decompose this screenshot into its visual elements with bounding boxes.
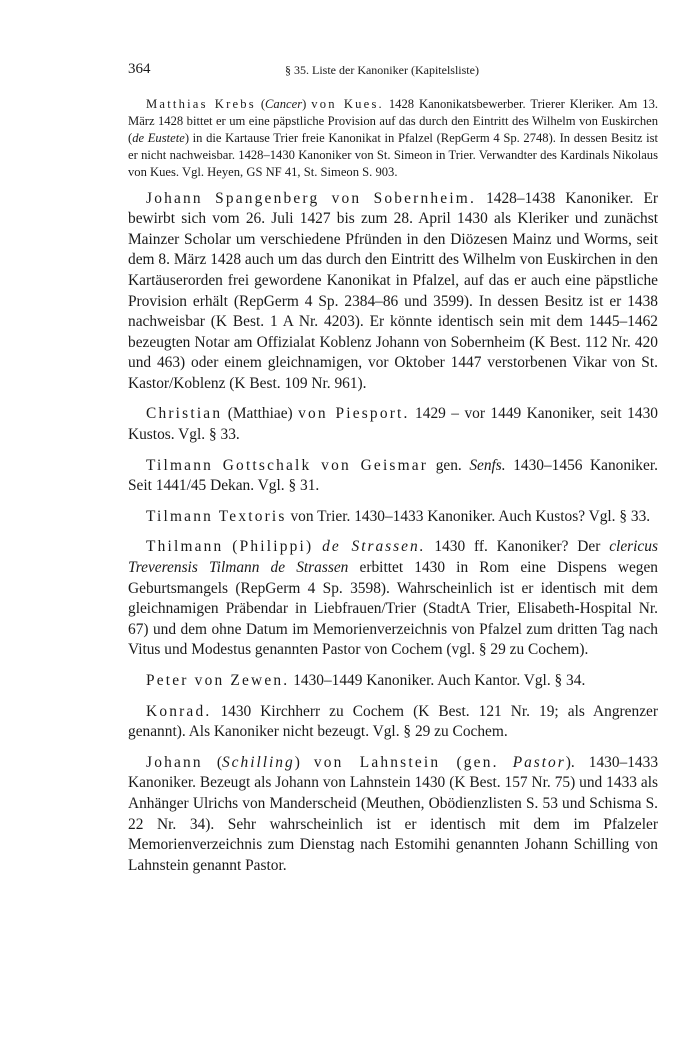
- entry-text: 1430–1456 Kanoniker. Seit 1441/45 Dekan. Vgl. § 31.: [128, 456, 658, 495]
- entry-christian: [128, 404, 658, 445]
- entry-name: Johann Spangenberg von Sobernheim.: [146, 189, 477, 207]
- entry-tilmann-textoris: [128, 507, 658, 528]
- entry-list: [128, 96, 658, 886]
- entry-johann-spangenberg: [128, 189, 658, 395]
- entry-peter-von-zewen: [128, 671, 658, 692]
- entry-name: Matthias Krebs: [146, 97, 256, 111]
- entry-matthias-krebs: Matthias Krebs (Cancer) von Kues. 1428 Kanonikatsbewerber. Trierer Kleriker. Am 13. März 1428 bittet er um eine päpstliche Provision auf das durch den Eintritt des Wilhelm von Euskirchen (de Eustete) in die Kartause Trier freie Kanonikat in Pfalzel (RepGerm 4 Sp. 2748). In dessen Besitz ist er nicht nachweisbar. 1428–1430 Kanoniker von St. Simeon in Trier. Verwandter des Kardinals Nikolaus von Kues. Vgl. Heyen, GS NF 41, St. Simeon S. 903.: [128, 97, 659, 179]
- entry-name: Tilmann Gottschalk von Geismar: [146, 456, 429, 474]
- entry-text: 1430–1433 Kanoniker. Bezeugt als Johann von Lahnstein 1430 (K Best. 157 Nr. 75) und 1433 als Anhänger Ulrichs von Manderscheid (Meuthen, Obödienzlisten S. 53 und Schisma S. 22 Nr. 34). Sehr wahrscheinlich ist er identisch mit dem im Pfalzeler Memorienverzeichnis zum Dienstag nach Estomihi genannten Johann Schilling von Lahnstein genannt Pastor.: [128, 753, 659, 874]
- entry-paren: (Philippi): [232, 538, 314, 556]
- entry-name: Tilmann Textoris: [146, 507, 287, 525]
- entry-alias-2: Pastor: [512, 753, 566, 771]
- entry-text: 1428 Kanonikatsbewerber. Trierer Kleriker. Am 13. März 1428 bittet er um eine päpstliche Provision auf das durch den Eintritt des Wilhelm von Euskirchen (: [128, 97, 659, 145]
- entry-konrad: [128, 702, 658, 743]
- entry-paren: (Matthiae): [227, 405, 293, 423]
- entry-thilmann: [128, 537, 658, 661]
- entry-name: Christian: [146, 405, 223, 423]
- entry-quote: clericus Treverensis Tilmann de Strassen: [128, 538, 658, 577]
- entry-text-2: ) in die Kartause Trier freie Kanonikat in Pfalzel (RepGerm 4 Sp. 2748). In dessen Besitz ist er nicht nachweisbar. 1428–1430 Kanoniker von St. Simeon in Trier. Verwandter des Kardinals Nikolaus von Kues. Vgl. Heyen, GS NF 41, St. Simeon S. 903.: [128, 130, 658, 179]
- entry-alias: Senfs.: [469, 456, 506, 474]
- entry-gen: gen.: [435, 456, 462, 474]
- entry-text: 1429 – vor 1449 Kanoniker, seit 1430 Kustos. Vgl. § 33.: [128, 405, 658, 444]
- entry-johann-schilling: Johann (Schilling) von Lahnstein (gen. Pastor). 1430–1433 Kanoniker. Bezeugt als Johann von Lahnstein 1430 (K Best. 157 Nr. 75) und 1433 als Anhänger Ulrichs von Manderscheid (Meuthen, Obödienzlisten S. 53 und Schisma S. 22 Nr. 34). Sehr wahrscheinlich ist er identisch mit dem im Pfalzeler Memorienverzeichnis zum Dienstag nach Estomihi genannten Johann Schilling von Lahnstein genannt Pastor.: [128, 753, 659, 874]
- page-number: 364: [128, 61, 151, 77]
- entry-text: 1430 Kirchherr zu Cochem (K Best. 121 Nr. 19; als Angrenzer genannt). Als Kanoniker nicht bezeugt. Vgl. § 29 zu Cochem.: [128, 702, 658, 741]
- entry-origin: von Lahnstein (gen.: [313, 753, 499, 771]
- entry-alias: Schilling: [221, 753, 295, 771]
- entry-alias-2: de Eustete: [132, 130, 185, 145]
- entry-alias: Cancer: [265, 97, 303, 111]
- entry-text: 1430 ff. Kanoniker? Der: [434, 538, 601, 556]
- entry-text: 1430–1433 Kanoniker. Auch Kustos? Vgl. § 33.: [354, 507, 651, 525]
- entry-name: Thilmann: [146, 538, 224, 556]
- entry-text-2: erbittet 1430 in Rom eine Dispens wegen Geburtsmangels (RepGerm 4 Sp. 3598). Wahrscheinlich ist er identisch mit dem gleichnamigen Präbendar in Liebfrauen/Trier (StadtA Trier, Elisabeth-Hospital Nr. 67) und dem ohne Datum im Memorienverzeichnis von Pfalzel zum dritten Tag nach Vitus und Modestus genannten Pastor von Cochem (vgl. § 29 zu Cochem).: [128, 559, 659, 659]
- entry-origin: von Trier.: [290, 507, 351, 525]
- entry-name: Konrad.: [146, 702, 212, 720]
- running-title: § 35. Liste der Kanoniker (Kapitelsliste): [285, 63, 479, 77]
- entry-name: Peter von Zewen.: [146, 672, 290, 689]
- entry-name: Johann: [146, 753, 203, 771]
- entry-text: 1428–1438 Kanoniker. Er bewirbt sich vom 26. Juli 1427 bis zum 28. April 1430 als Kleriker und zunächst Mainzer Scholar um verschiedene Pfründen in den Diözesen Mainz und Worms, seit dem 8. März 1428 auch um das durch den Eintritt des Wilhelm von Euskirchen in den Kartäuserorden frei gewordene Kanonikat in Pfalzel, auf das er auch eine päpstliche Provision erhält (RepGerm 4 Sp. 2384–86 und 3599). In dessen Besitz ist er 1438 nachweisbar (K Best. 1 A Nr. 4203). Er könnte identisch sein mit dem 1445–1462 bezeugten Notar am Offizialat Koblenz Johann von Sobernheim (K Best. 112 Nr. 420 und 463) oder einem gleichnamigen, vor Oktober 1447 verstorbenen Vikar von St. Kastor/Koblenz (K Best. 109 Nr. 961).: [128, 189, 658, 392]
- entry-close: ).: [565, 753, 575, 771]
- entry-text: 1430–1449 Kanoniker. Auch Kantor. Vgl. § 34.: [293, 672, 586, 689]
- entry-origin: von Piesport.: [298, 405, 410, 423]
- entry-origin: von Kues.: [311, 97, 384, 111]
- entry-alias: de Strassen.: [322, 538, 426, 556]
- entry-tilmann-gottschalk: [128, 456, 658, 497]
